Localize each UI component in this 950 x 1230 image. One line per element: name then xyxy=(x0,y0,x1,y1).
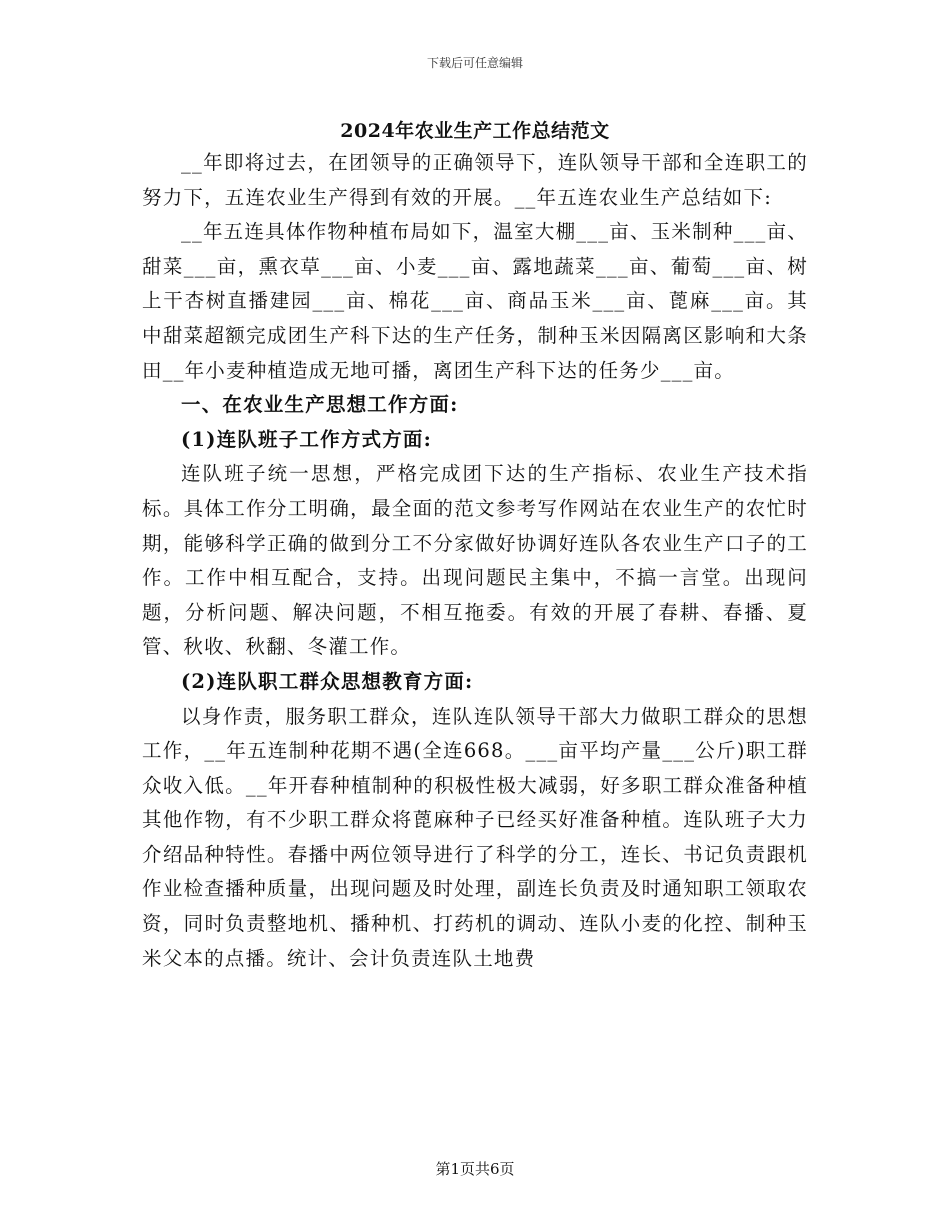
paragraph-team-work: 连队班子统一思想，严格完成团下达的生产指标、农业生产技术指标。具体工作分工明确，最全面的范文参考写作网站在农业生产的农忙时期，能够科学正确的做到分工不分家做好协调好连队各农业生产口子的工作。工作中相互配合，支持。出现问题民主集中，不搞一言堂。出现问题，分析问题、解决问题，不相互拖委。有效的开展了春耕、春播、夏管、秋收、秋翻、冬灌工作。 xyxy=(142,462,808,659)
section-heading-1: 一、在农业生产思想工作方面: xyxy=(181,393,459,417)
paragraph-education: 以身作责，服务职工群众，连队连队领导干部大力做职工群众的思想工作，__年五连制种花期不遇(全连668。___亩平均产量___公斤)职工群众收入低。__年开春种植制种的积极性极大减弱，好多职工群众准备种植其他作物，有不少职工群众将蓖麻种子已经买好准备种植。连队班子大力介绍品种特性。春播中两位领导进行了科学的分工，连长、书记负责跟机作业检查播种质量，出现问题及时处理，副连长负责及时通知职工领取农资，同时负责整地机、播种机、打药机的调动、连队小麦的化控、制种玉米父本的点播。统计、会计负责连队土地费 xyxy=(142,704,808,970)
document-title: 2024年农业生产工作总结范文 xyxy=(340,120,610,142)
document-body xyxy=(142,146,808,976)
subsection-heading-2: (2)连队职工群众思想教育方面: xyxy=(181,669,474,693)
paragraph-intro: __年即将过去，在团领导的正确领导下，连队领导干部和全连职工的努力下，五连农业生产得到有效的开展。__年五连农业生产总结如下: xyxy=(142,151,808,209)
header-note: 下载后可任意编辑 xyxy=(426,56,523,70)
subsection-heading-1: (1)连队班子工作方式方面: xyxy=(181,427,433,451)
paragraph-crop-layout: __年五连具体作物种植布局如下，温室大棚___亩、玉米制种___亩、甜菜___亩，熏衣草___亩、小麦___亩、露地蔬菜___亩、葡萄___亩、树上干杏树直播建园___亩、棉花___亩、商品玉米___亩、蓖麻___亩。其中甜菜超额完成团生产科下达的生产任务，制种玉米因隔离区影响和大条田__年小麦种植造成无地可播，离团生产科下达的任务少___亩。 xyxy=(142,220,808,382)
page-footer: 第1页共6页 xyxy=(435,1160,515,1178)
